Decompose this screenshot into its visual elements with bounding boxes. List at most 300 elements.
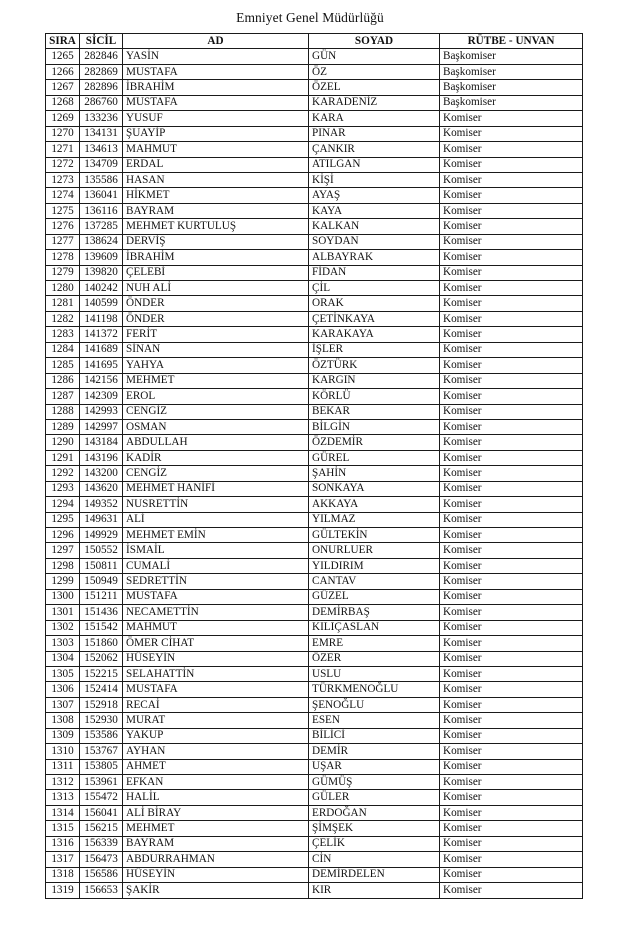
soyad-cell: SONKAYA bbox=[309, 481, 440, 496]
rutbe-cell: Komiser bbox=[440, 697, 583, 712]
table-row bbox=[46, 697, 583, 712]
sira-cell: 1287 bbox=[46, 389, 80, 404]
sira-cell: 1295 bbox=[46, 512, 80, 527]
ad-cell: ABDULLAH bbox=[123, 435, 309, 450]
sira-cell: 1266 bbox=[46, 64, 80, 79]
header-soyad: SOYAD bbox=[309, 34, 440, 49]
sira-cell: 1281 bbox=[46, 296, 80, 311]
soyad-cell: KARADENİZ bbox=[309, 95, 440, 110]
table-row bbox=[46, 450, 583, 465]
sicil-cell: 143620 bbox=[80, 481, 123, 496]
sicil-cell: 156586 bbox=[80, 867, 123, 882]
personnel-table bbox=[45, 33, 583, 899]
ad-cell: MAHMUT bbox=[123, 142, 309, 157]
ad-cell: MUSTAFA bbox=[123, 589, 309, 604]
table-row bbox=[46, 512, 583, 527]
sira-cell: 1313 bbox=[46, 790, 80, 805]
page-title: Emniyet Genel Müdürlüğü bbox=[236, 10, 384, 25]
ad-cell: ÖMER CİHAT bbox=[123, 636, 309, 651]
sira-cell: 1274 bbox=[46, 188, 80, 203]
sira-cell: 1303 bbox=[46, 636, 80, 651]
sira-cell: 1314 bbox=[46, 805, 80, 820]
ad-cell: YAHYA bbox=[123, 358, 309, 373]
sicil-cell: 143196 bbox=[80, 450, 123, 465]
ad-cell: CENGİZ bbox=[123, 404, 309, 419]
ad-cell: AYHAN bbox=[123, 744, 309, 759]
table-row bbox=[46, 651, 583, 666]
table-row bbox=[46, 574, 583, 589]
sicil-cell: 142156 bbox=[80, 373, 123, 388]
rutbe-cell: Komiser bbox=[440, 281, 583, 296]
table-row bbox=[46, 281, 583, 296]
ad-cell: DERVİŞ bbox=[123, 234, 309, 249]
sicil-cell: 152930 bbox=[80, 713, 123, 728]
soyad-cell: TÜRKMENOĞLU bbox=[309, 682, 440, 697]
table-row bbox=[46, 373, 583, 388]
rutbe-cell: Komiser bbox=[440, 728, 583, 743]
table-header-row bbox=[46, 34, 583, 49]
rutbe-cell: Komiser bbox=[440, 713, 583, 728]
soyad-cell: DEMİRBAŞ bbox=[309, 605, 440, 620]
rutbe-cell: Komiser bbox=[440, 172, 583, 187]
ad-cell: MUSTAFA bbox=[123, 682, 309, 697]
ad-cell: HASAN bbox=[123, 172, 309, 187]
sira-cell: 1277 bbox=[46, 234, 80, 249]
rutbe-cell: Komiser bbox=[440, 111, 583, 126]
sicil-cell: 156215 bbox=[80, 821, 123, 836]
rutbe-cell: Başkomiser bbox=[440, 49, 583, 64]
table-row bbox=[46, 805, 583, 820]
soyad-cell: KARAKAYA bbox=[309, 327, 440, 342]
sicil-cell: 153586 bbox=[80, 728, 123, 743]
rutbe-cell: Komiser bbox=[440, 234, 583, 249]
sicil-cell: 152062 bbox=[80, 651, 123, 666]
soyad-cell: ORAK bbox=[309, 296, 440, 311]
soyad-cell: GÜN bbox=[309, 49, 440, 64]
sira-cell: 1290 bbox=[46, 435, 80, 450]
soyad-cell: GÜREL bbox=[309, 450, 440, 465]
sicil-cell: 282846 bbox=[80, 49, 123, 64]
sira-cell: 1273 bbox=[46, 172, 80, 187]
header-rutbe-unvan: RÜTBE - UNVAN bbox=[440, 34, 583, 49]
table-row bbox=[46, 466, 583, 481]
table-row bbox=[46, 883, 583, 898]
table-row bbox=[46, 234, 583, 249]
ad-cell: FERİT bbox=[123, 327, 309, 342]
table-row bbox=[46, 219, 583, 234]
sira-cell: 1275 bbox=[46, 203, 80, 218]
ad-cell: ABDURRAHMAN bbox=[123, 852, 309, 867]
table-row bbox=[46, 327, 583, 342]
soyad-cell: DEMİRDELEN bbox=[309, 867, 440, 882]
header-ad: AD bbox=[123, 34, 309, 49]
soyad-cell: KARA bbox=[309, 111, 440, 126]
rutbe-cell: Komiser bbox=[440, 466, 583, 481]
ad-cell: EFKAN bbox=[123, 775, 309, 790]
rutbe-cell: Komiser bbox=[440, 836, 583, 851]
rutbe-cell: Komiser bbox=[440, 574, 583, 589]
rutbe-cell: Komiser bbox=[440, 852, 583, 867]
rutbe-cell: Komiser bbox=[440, 543, 583, 558]
table-row bbox=[46, 682, 583, 697]
table-row bbox=[46, 481, 583, 496]
rutbe-cell: Komiser bbox=[440, 620, 583, 635]
rutbe-cell: Komiser bbox=[440, 342, 583, 357]
table-row bbox=[46, 342, 583, 357]
soyad-cell: CANTAV bbox=[309, 574, 440, 589]
sicil-cell: 133236 bbox=[80, 111, 123, 126]
sicil-cell: 151211 bbox=[80, 589, 123, 604]
rutbe-cell: Komiser bbox=[440, 481, 583, 496]
ad-cell: MEHMET bbox=[123, 373, 309, 388]
ad-cell: OSMAN bbox=[123, 419, 309, 434]
soyad-cell: YILDIRIM bbox=[309, 558, 440, 573]
ad-cell: HÜSEYİN bbox=[123, 867, 309, 882]
sicil-cell: 140242 bbox=[80, 281, 123, 296]
soyad-cell: BİLGİN bbox=[309, 419, 440, 434]
soyad-cell: CİN bbox=[309, 852, 440, 867]
table-row bbox=[46, 311, 583, 326]
sicil-cell: 141695 bbox=[80, 358, 123, 373]
sira-cell: 1280 bbox=[46, 281, 80, 296]
table-row bbox=[46, 821, 583, 836]
sira-cell: 1299 bbox=[46, 574, 80, 589]
soyad-cell: ÖZEL bbox=[309, 80, 440, 95]
rutbe-cell: Komiser bbox=[440, 188, 583, 203]
rutbe-cell: Komiser bbox=[440, 435, 583, 450]
table-row bbox=[46, 188, 583, 203]
sira-cell: 1284 bbox=[46, 342, 80, 357]
soyad-cell: ERDOĞAN bbox=[309, 805, 440, 820]
soyad-cell: PINAR bbox=[309, 126, 440, 141]
sicil-cell: 141689 bbox=[80, 342, 123, 357]
soyad-cell: ÖZ bbox=[309, 64, 440, 79]
rutbe-cell: Komiser bbox=[440, 883, 583, 898]
sicil-cell: 149631 bbox=[80, 512, 123, 527]
rutbe-cell: Komiser bbox=[440, 775, 583, 790]
sira-cell: 1316 bbox=[46, 836, 80, 851]
sicil-cell: 134709 bbox=[80, 157, 123, 172]
rutbe-cell: Başkomiser bbox=[440, 64, 583, 79]
table-row bbox=[46, 95, 583, 110]
soyad-cell: İŞLER bbox=[309, 342, 440, 357]
sira-cell: 1283 bbox=[46, 327, 80, 342]
soyad-cell: YILMAZ bbox=[309, 512, 440, 527]
sicil-cell: 139609 bbox=[80, 250, 123, 265]
sira-cell: 1312 bbox=[46, 775, 80, 790]
sira-cell: 1298 bbox=[46, 558, 80, 573]
rutbe-cell: Komiser bbox=[440, 805, 583, 820]
sira-cell: 1305 bbox=[46, 666, 80, 681]
sira-cell: 1304 bbox=[46, 651, 80, 666]
sicil-cell: 156653 bbox=[80, 883, 123, 898]
sira-cell: 1317 bbox=[46, 852, 80, 867]
rutbe-cell: Komiser bbox=[440, 666, 583, 681]
soyad-cell: KALKAN bbox=[309, 219, 440, 234]
ad-cell: SEDRETTİN bbox=[123, 574, 309, 589]
table-row bbox=[46, 528, 583, 543]
sicil-cell: 134613 bbox=[80, 142, 123, 157]
table-row bbox=[46, 713, 583, 728]
table-row bbox=[46, 203, 583, 218]
sicil-cell: 136116 bbox=[80, 203, 123, 218]
ad-cell: MEHMET bbox=[123, 821, 309, 836]
sira-cell: 1307 bbox=[46, 697, 80, 712]
sicil-cell: 150811 bbox=[80, 558, 123, 573]
table-row bbox=[46, 142, 583, 157]
ad-cell: HİKMET bbox=[123, 188, 309, 203]
rutbe-cell: Komiser bbox=[440, 358, 583, 373]
soyad-cell: GÜLTEKİN bbox=[309, 528, 440, 543]
table-row bbox=[46, 497, 583, 512]
rutbe-cell: Komiser bbox=[440, 512, 583, 527]
table-row bbox=[46, 636, 583, 651]
ad-cell: ALİ bbox=[123, 512, 309, 527]
ad-cell: ŞAKİR bbox=[123, 883, 309, 898]
table-row bbox=[46, 543, 583, 558]
sicil-cell: 286760 bbox=[80, 95, 123, 110]
ad-cell: ÇELEBİ bbox=[123, 265, 309, 280]
ad-cell: EROL bbox=[123, 389, 309, 404]
soyad-cell: UŞAR bbox=[309, 759, 440, 774]
sira-cell: 1306 bbox=[46, 682, 80, 697]
sicil-cell: 151542 bbox=[80, 620, 123, 635]
sicil-cell: 149352 bbox=[80, 497, 123, 512]
table-row bbox=[46, 836, 583, 851]
table-row bbox=[46, 728, 583, 743]
header-sira: SIRA bbox=[46, 34, 80, 49]
table-row bbox=[46, 80, 583, 95]
sicil-cell: 142993 bbox=[80, 404, 123, 419]
rutbe-cell: Komiser bbox=[440, 759, 583, 774]
sicil-cell: 149929 bbox=[80, 528, 123, 543]
sira-cell: 1285 bbox=[46, 358, 80, 373]
table-row bbox=[46, 775, 583, 790]
sicil-cell: 153767 bbox=[80, 744, 123, 759]
rutbe-cell: Komiser bbox=[440, 404, 583, 419]
ad-cell: ÖNDER bbox=[123, 296, 309, 311]
ad-cell: MEHMET HANİFİ bbox=[123, 481, 309, 496]
sira-cell: 1291 bbox=[46, 450, 80, 465]
sira-cell: 1302 bbox=[46, 620, 80, 635]
soyad-cell: GÜZEL bbox=[309, 589, 440, 604]
rutbe-cell: Komiser bbox=[440, 327, 583, 342]
sicil-cell: 156473 bbox=[80, 852, 123, 867]
soyad-cell: ŞİMŞEK bbox=[309, 821, 440, 836]
rutbe-cell: Komiser bbox=[440, 250, 583, 265]
rutbe-cell: Komiser bbox=[440, 219, 583, 234]
soyad-cell: ÇELİK bbox=[309, 836, 440, 851]
ad-cell: SİNAN bbox=[123, 342, 309, 357]
table-row bbox=[46, 296, 583, 311]
ad-cell: MAHMUT bbox=[123, 620, 309, 635]
rutbe-cell: Komiser bbox=[440, 373, 583, 388]
sicil-cell: 282896 bbox=[80, 80, 123, 95]
soyad-cell: ALBAYRAK bbox=[309, 250, 440, 265]
sira-cell: 1310 bbox=[46, 744, 80, 759]
rutbe-cell: Komiser bbox=[440, 605, 583, 620]
rutbe-cell: Komiser bbox=[440, 419, 583, 434]
sira-cell: 1272 bbox=[46, 157, 80, 172]
sicil-cell: 156041 bbox=[80, 805, 123, 820]
ad-cell: RECAİ bbox=[123, 697, 309, 712]
header-sicil: SİCİL bbox=[80, 34, 123, 49]
rutbe-cell: Komiser bbox=[440, 558, 583, 573]
sira-cell: 1268 bbox=[46, 95, 80, 110]
sira-cell: 1288 bbox=[46, 404, 80, 419]
soyad-cell: ÇETİNKAYA bbox=[309, 311, 440, 326]
rutbe-cell: Komiser bbox=[440, 203, 583, 218]
table-row bbox=[46, 666, 583, 681]
sira-cell: 1289 bbox=[46, 419, 80, 434]
sicil-cell: 142309 bbox=[80, 389, 123, 404]
ad-cell: CENGİZ bbox=[123, 466, 309, 481]
table-row bbox=[46, 852, 583, 867]
soyad-cell: GÜLER bbox=[309, 790, 440, 805]
soyad-cell: ŞENOĞLU bbox=[309, 697, 440, 712]
rutbe-cell: Komiser bbox=[440, 790, 583, 805]
sicil-cell: 151436 bbox=[80, 605, 123, 620]
soyad-cell: ATILGAN bbox=[309, 157, 440, 172]
table-row bbox=[46, 157, 583, 172]
rutbe-cell: Komiser bbox=[440, 311, 583, 326]
soyad-cell: ÖZTÜRK bbox=[309, 358, 440, 373]
sira-cell: 1276 bbox=[46, 219, 80, 234]
table-row bbox=[46, 558, 583, 573]
ad-cell: MUSTAFA bbox=[123, 95, 309, 110]
table-row bbox=[46, 389, 583, 404]
ad-cell: YASİN bbox=[123, 49, 309, 64]
soyad-cell: KARGIN bbox=[309, 373, 440, 388]
ad-cell: KADİR bbox=[123, 450, 309, 465]
rutbe-cell: Komiser bbox=[440, 296, 583, 311]
sicil-cell: 143184 bbox=[80, 435, 123, 450]
soyad-cell: BİLİCİ bbox=[309, 728, 440, 743]
sira-cell: 1292 bbox=[46, 466, 80, 481]
sicil-cell: 153961 bbox=[80, 775, 123, 790]
table-row bbox=[46, 265, 583, 280]
soyad-cell: GÜMÜŞ bbox=[309, 775, 440, 790]
table-row bbox=[46, 790, 583, 805]
soyad-cell: KAYA bbox=[309, 203, 440, 218]
ad-cell: ŞUAYİP bbox=[123, 126, 309, 141]
sira-cell: 1271 bbox=[46, 142, 80, 157]
table-row bbox=[46, 404, 583, 419]
rutbe-cell: Komiser bbox=[440, 450, 583, 465]
ad-cell: SELAHATTİN bbox=[123, 666, 309, 681]
ad-cell: İBRAHİM bbox=[123, 80, 309, 95]
soyad-cell: ONURLUER bbox=[309, 543, 440, 558]
sicil-cell: 282869 bbox=[80, 64, 123, 79]
table-row bbox=[46, 419, 583, 434]
sicil-cell: 151860 bbox=[80, 636, 123, 651]
ad-cell: ERDAL bbox=[123, 157, 309, 172]
table-row bbox=[46, 605, 583, 620]
rutbe-cell: Komiser bbox=[440, 636, 583, 651]
ad-cell: ÖNDER bbox=[123, 311, 309, 326]
sicil-cell: 139820 bbox=[80, 265, 123, 280]
sicil-cell: 137285 bbox=[80, 219, 123, 234]
sira-cell: 1296 bbox=[46, 528, 80, 543]
soyad-cell: ESEN bbox=[309, 713, 440, 728]
rutbe-cell: Komiser bbox=[440, 744, 583, 759]
ad-cell: İSMAİL bbox=[123, 543, 309, 558]
sicil-cell: 150552 bbox=[80, 543, 123, 558]
soyad-cell: EMRE bbox=[309, 636, 440, 651]
rutbe-cell: Komiser bbox=[440, 157, 583, 172]
sira-cell: 1309 bbox=[46, 728, 80, 743]
ad-cell: HÜSEYİN bbox=[123, 651, 309, 666]
sicil-cell: 152918 bbox=[80, 697, 123, 712]
soyad-cell: ÇANKIR bbox=[309, 142, 440, 157]
ad-cell: NUSRETTİN bbox=[123, 497, 309, 512]
table-row bbox=[46, 589, 583, 604]
sira-cell: 1301 bbox=[46, 605, 80, 620]
table-row bbox=[46, 49, 583, 64]
ad-cell: YUSUF bbox=[123, 111, 309, 126]
table-row bbox=[46, 172, 583, 187]
sira-cell: 1297 bbox=[46, 543, 80, 558]
soyad-cell: USLU bbox=[309, 666, 440, 681]
sicil-cell: 136041 bbox=[80, 188, 123, 203]
soyad-cell: AKKAYA bbox=[309, 497, 440, 512]
sira-cell: 1294 bbox=[46, 497, 80, 512]
rutbe-cell: Komiser bbox=[440, 867, 583, 882]
soyad-cell: KIR bbox=[309, 883, 440, 898]
ad-cell: MEHMET EMİN bbox=[123, 528, 309, 543]
rutbe-cell: Başkomiser bbox=[440, 80, 583, 95]
rutbe-cell: Komiser bbox=[440, 497, 583, 512]
rutbe-cell: Komiser bbox=[440, 265, 583, 280]
soyad-cell: DEMİR bbox=[309, 744, 440, 759]
soyad-cell: KILIÇASLAN bbox=[309, 620, 440, 635]
sira-cell: 1278 bbox=[46, 250, 80, 265]
sira-cell: 1265 bbox=[46, 49, 80, 64]
table-row bbox=[46, 126, 583, 141]
ad-cell: NUH ALİ bbox=[123, 281, 309, 296]
sicil-cell: 142997 bbox=[80, 419, 123, 434]
soyad-cell: ÖZDEMİR bbox=[309, 435, 440, 450]
rutbe-cell: Komiser bbox=[440, 528, 583, 543]
rutbe-cell: Komiser bbox=[440, 821, 583, 836]
sira-cell: 1315 bbox=[46, 821, 80, 836]
sira-cell: 1267 bbox=[46, 80, 80, 95]
ad-cell: NECAMETTİN bbox=[123, 605, 309, 620]
table-row bbox=[46, 759, 583, 774]
ad-cell: ALİ BİRAY bbox=[123, 805, 309, 820]
ad-cell: BAYRAM bbox=[123, 203, 309, 218]
sicil-cell: 143200 bbox=[80, 466, 123, 481]
sicil-cell: 156339 bbox=[80, 836, 123, 851]
soyad-cell: BEKAR bbox=[309, 404, 440, 419]
ad-cell: MURAT bbox=[123, 713, 309, 728]
rutbe-cell: Komiser bbox=[440, 651, 583, 666]
sicil-cell: 153805 bbox=[80, 759, 123, 774]
sicil-cell: 141372 bbox=[80, 327, 123, 342]
rutbe-cell: Başkomiser bbox=[440, 95, 583, 110]
sicil-cell: 155472 bbox=[80, 790, 123, 805]
sicil-cell: 152215 bbox=[80, 666, 123, 681]
table-row bbox=[46, 64, 583, 79]
sira-cell: 1318 bbox=[46, 867, 80, 882]
sira-cell: 1311 bbox=[46, 759, 80, 774]
ad-cell: İBRAHİM bbox=[123, 250, 309, 265]
table-row bbox=[46, 111, 583, 126]
rutbe-cell: Komiser bbox=[440, 389, 583, 404]
rutbe-cell: Komiser bbox=[440, 682, 583, 697]
sicil-cell: 138624 bbox=[80, 234, 123, 249]
sicil-cell: 134131 bbox=[80, 126, 123, 141]
